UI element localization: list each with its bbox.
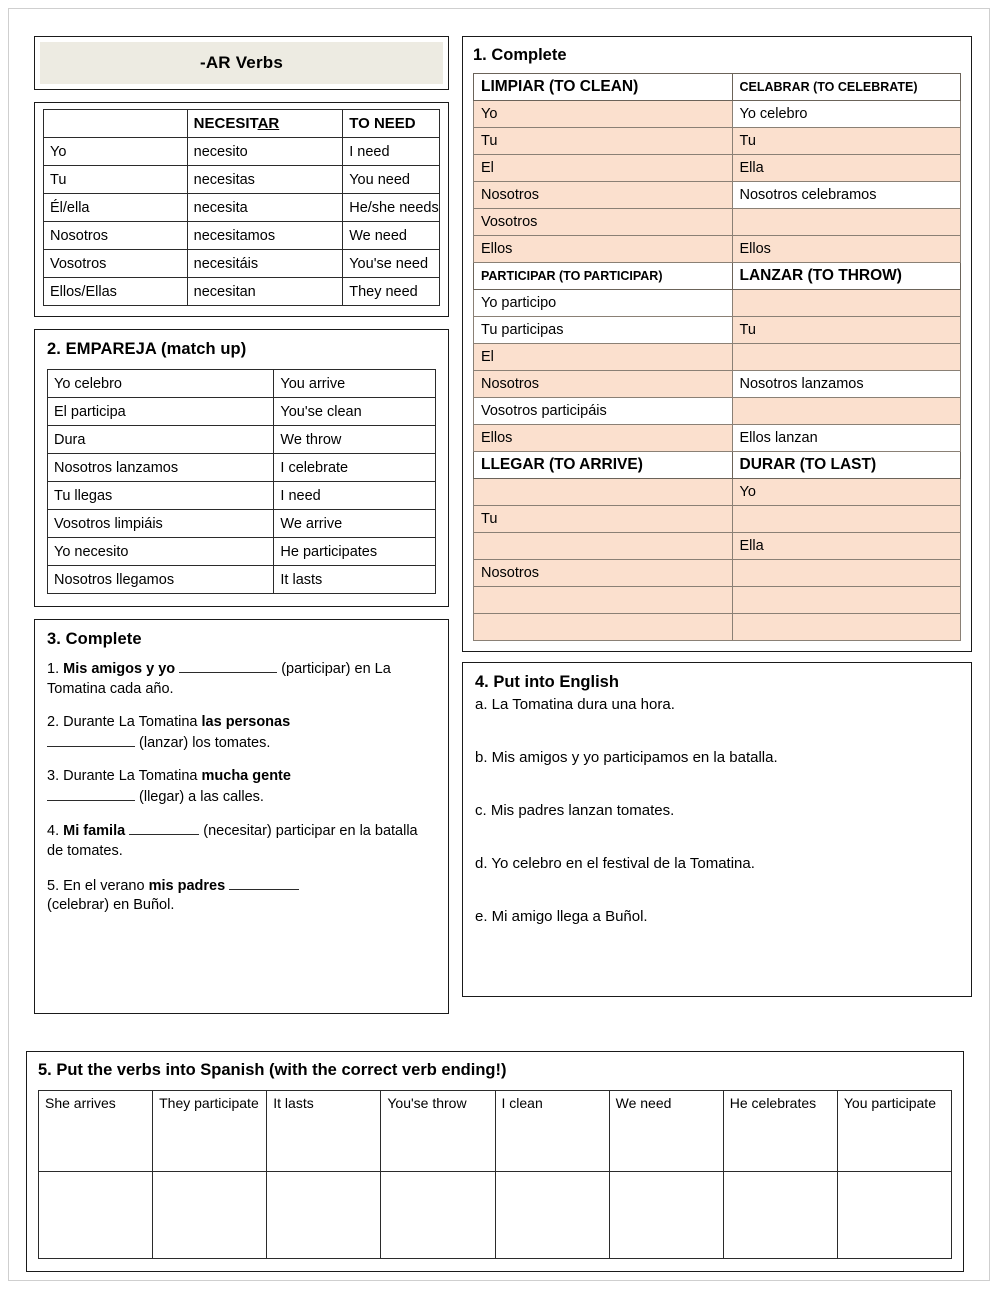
- translate-item: d. Yo celebro en el festival de la Tomatina.: [475, 855, 755, 872]
- match-english-cell[interactable]: I need: [274, 482, 436, 510]
- answer-cell[interactable]: [381, 1172, 495, 1259]
- conjugation-cell[interactable]: Tu: [732, 128, 961, 155]
- left-column: [34, 36, 449, 1014]
- pronoun-cell: Nosotros: [44, 222, 188, 250]
- answer-cell[interactable]: [495, 1172, 609, 1259]
- conjugation-cell[interactable]: Nosotros: [474, 560, 733, 587]
- prompt-cell: They participate: [153, 1091, 267, 1172]
- conjugation-cell: necesitan: [187, 278, 343, 306]
- table-row: [474, 533, 961, 560]
- conjugation-cell[interactable]: [732, 587, 961, 614]
- match-spanish-cell[interactable]: Yo celebro: [48, 370, 274, 398]
- translation-cell: You'se need: [343, 250, 440, 278]
- verb-header-llegar: LLEGAR (TO ARRIVE): [474, 452, 733, 479]
- section-2-panel: [34, 329, 449, 607]
- verb-header-limpiar: LIMPIAR (TO CLEAN): [474, 74, 733, 101]
- answer-blank[interactable]: [129, 821, 199, 835]
- table-row: [44, 138, 440, 166]
- match-spanish-cell[interactable]: Dura: [48, 426, 274, 454]
- table-row: [474, 236, 961, 263]
- conjugation-cell[interactable]: Nosotros: [474, 182, 733, 209]
- section-1-panel: [462, 36, 972, 652]
- conjugation-cell[interactable]: Yo participo: [474, 290, 733, 317]
- item-number: 3.: [47, 768, 60, 785]
- verb-header-celabrar: CELABRAR (TO CELEBRATE): [732, 74, 961, 101]
- match-spanish-cell[interactable]: Vosotros limpiáis: [48, 510, 274, 538]
- table-header-row: [44, 110, 440, 138]
- infinitive-stem: NECESIT: [193, 115, 258, 132]
- translation-cell: He/she needs: [343, 194, 440, 222]
- table-row: [44, 222, 440, 250]
- answer-cell[interactable]: [837, 1172, 951, 1259]
- pronoun-cell: Yo: [44, 138, 188, 166]
- match-english-cell[interactable]: You arrive: [274, 370, 436, 398]
- conjugation-cell[interactable]: [732, 398, 961, 425]
- translate-item: c. Mis padres lanzan tomates.: [475, 802, 675, 819]
- conjugation-cell[interactable]: [474, 587, 733, 614]
- table-row: [48, 398, 436, 426]
- conjugation-cell[interactable]: Ellos: [732, 236, 961, 263]
- prompt-cell: He celebrates: [723, 1091, 837, 1172]
- answer-blank[interactable]: [47, 787, 135, 801]
- table-row: [48, 370, 436, 398]
- pronoun-cell: Tu: [44, 166, 188, 194]
- table-row: [474, 425, 961, 452]
- match-english-cell[interactable]: I celebrate: [274, 454, 436, 482]
- answer-cell[interactable]: [267, 1172, 381, 1259]
- answer-cell[interactable]: [39, 1172, 153, 1259]
- pronoun-cell: Vosotros: [44, 250, 188, 278]
- answer-cell[interactable]: [153, 1172, 267, 1259]
- answer-blank[interactable]: [179, 659, 277, 673]
- table-row: [474, 128, 961, 155]
- conjugation-cell[interactable]: Tu: [474, 128, 733, 155]
- table-row: [474, 371, 961, 398]
- prompt-cell: It lasts: [267, 1091, 381, 1172]
- col-header-pronoun: [44, 110, 188, 138]
- conjugation-cell[interactable]: Ella: [732, 533, 961, 560]
- conjugation-cell[interactable]: [732, 344, 961, 371]
- match-spanish-cell[interactable]: Tu llegas: [48, 482, 274, 510]
- conjugation-cell[interactable]: Tu: [474, 506, 733, 533]
- section-5-heading: 5. Put the verbs into Spanish (with the correct verb ending!): [38, 1061, 507, 1079]
- verb-block-header-row: [474, 74, 961, 101]
- item-number: 2.: [47, 714, 60, 731]
- item-tail: (celebrar) en Buñol.: [47, 897, 175, 914]
- conjugation-cell: necesitamos: [187, 222, 343, 250]
- conjugation-cell[interactable]: El: [474, 155, 733, 182]
- item-subject: mis padres: [148, 877, 226, 894]
- necesitar-panel: [34, 102, 449, 317]
- table-row: [474, 398, 961, 425]
- translation-cell: You need: [343, 166, 440, 194]
- fill-blank-item: [47, 876, 436, 916]
- page-title: -AR Verbs: [199, 53, 284, 72]
- conjugation-cell[interactable]: Yo: [732, 479, 961, 506]
- answer-cell[interactable]: [723, 1172, 837, 1259]
- table-row: [48, 426, 436, 454]
- conjugation-cell[interactable]: Ellos lanzan: [732, 425, 961, 452]
- table-row: [474, 317, 961, 344]
- table-row: [48, 538, 436, 566]
- match-up-table: [47, 369, 436, 594]
- right-column: [462, 36, 972, 997]
- table-row: [39, 1172, 952, 1259]
- fill-blank-item: [47, 821, 436, 861]
- pronoun-cell: Él/ella: [44, 194, 188, 222]
- item-number: 5.: [47, 877, 60, 894]
- conjugation-cell: necesito: [187, 138, 343, 166]
- col-header-infinitive: [187, 110, 343, 138]
- conjugation-cell[interactable]: Nosotros: [474, 371, 733, 398]
- prompt-cell: I clean: [495, 1091, 609, 1172]
- infinitive-ending: AR: [257, 115, 280, 132]
- conjugation-cell[interactable]: [732, 290, 961, 317]
- worksheet-title-banner: [40, 42, 443, 84]
- conjugation-cell[interactable]: [732, 614, 961, 641]
- section-1-heading: 1. Complete: [473, 46, 567, 64]
- conjugation-cell: necesitáis: [187, 250, 343, 278]
- item-lead: Durante La Tomatina: [63, 714, 198, 731]
- table-row: [474, 614, 961, 641]
- conjugation-cell[interactable]: Tu participas: [474, 317, 733, 344]
- table-row: [474, 209, 961, 236]
- conjugation-cell[interactable]: Vosotros: [474, 209, 733, 236]
- prompt-cell: You participate: [837, 1091, 951, 1172]
- conjugation-cell: necesita: [187, 194, 343, 222]
- item-tail: (llegar) a las calles.: [139, 788, 264, 805]
- translate-item: b. Mis amigos y yo participamos en la batalla.: [475, 749, 778, 766]
- section-2-heading: 2. EMPAREJA (match up): [47, 340, 247, 358]
- table-row: [48, 510, 436, 538]
- match-spanish-cell[interactable]: El participa: [48, 398, 274, 426]
- table-row: [44, 194, 440, 222]
- conjugation-cell[interactable]: Tu: [732, 317, 961, 344]
- answer-cell[interactable]: [609, 1172, 723, 1259]
- match-english-cell[interactable]: You'se clean: [274, 398, 436, 426]
- match-english-cell[interactable]: He participates: [274, 538, 436, 566]
- worksheet-page: [8, 8, 990, 1281]
- spanish-verbs-table: [38, 1090, 952, 1259]
- answer-blank[interactable]: [47, 733, 135, 747]
- conjugation-cell[interactable]: Vosotros participáis: [474, 398, 733, 425]
- verb-block-header-row: [474, 263, 961, 290]
- match-english-cell[interactable]: It lasts: [274, 566, 436, 594]
- table-row: [474, 290, 961, 317]
- prompt-cell: You'se throw: [381, 1091, 495, 1172]
- table-row: [474, 155, 961, 182]
- item-tail: (lanzar) los tomates.: [139, 734, 271, 751]
- fill-blank-item: [47, 767, 436, 807]
- table-row: [474, 506, 961, 533]
- translation-cell: We need: [343, 222, 440, 250]
- item-number: 4.: [47, 823, 60, 840]
- conjugation-cell[interactable]: El: [474, 344, 733, 371]
- section-3-heading: 3. Complete: [47, 630, 142, 648]
- item-lead: Durante La Tomatina: [63, 768, 198, 785]
- conjugation-cell[interactable]: [474, 533, 733, 560]
- item-tail: (necesitar) participar en la batalla de tomates.: [47, 823, 418, 859]
- item-subject: Mi famila: [63, 823, 126, 840]
- conjugation-cell[interactable]: Yo celebro: [732, 101, 961, 128]
- col-header-translation: TO NEED: [343, 110, 440, 138]
- table-row: [474, 587, 961, 614]
- table-row: [474, 182, 961, 209]
- table-row: [44, 250, 440, 278]
- conjugation-cell[interactable]: Yo: [474, 101, 733, 128]
- fill-blank-item: [47, 713, 436, 753]
- table-row: [474, 344, 961, 371]
- section-4-heading: 4. Put into English: [475, 673, 619, 691]
- table-header-row: [39, 1091, 952, 1172]
- conjugation-cell[interactable]: [474, 479, 733, 506]
- prompt-cell: We need: [609, 1091, 723, 1172]
- conjugation-cell[interactable]: Nosotros celebramos: [732, 182, 961, 209]
- item-subject: mucha gente: [201, 768, 291, 785]
- section-5-panel: [26, 1051, 964, 1272]
- worksheet-title-panel: [34, 36, 449, 90]
- conjugation-cell[interactable]: Ella: [732, 155, 961, 182]
- conjugation-cell[interactable]: [732, 506, 961, 533]
- item-subject: las personas: [201, 714, 291, 731]
- table-row: [48, 566, 436, 594]
- table-row: [474, 101, 961, 128]
- item-number: 1.: [47, 661, 60, 677]
- conjugation-cell[interactable]: Nosotros lanzamos: [732, 371, 961, 398]
- translation-cell: I need: [343, 138, 440, 166]
- verb-header-participar: PARTICIPAR (TO PARTICIPAR): [474, 263, 733, 290]
- verb-block-header-row: [474, 452, 961, 479]
- conjugation-fill-table: [473, 73, 961, 641]
- table-row: [48, 482, 436, 510]
- conjugation-cell[interactable]: Ellos: [474, 236, 733, 263]
- necesitar-table: [43, 109, 440, 306]
- match-spanish-cell[interactable]: Nosotros llegamos: [48, 566, 274, 594]
- conjugation-cell[interactable]: [732, 209, 961, 236]
- section-3-panel: [34, 619, 449, 1014]
- table-row: [44, 278, 440, 306]
- conjugation-cell: necesitas: [187, 166, 343, 194]
- translate-item: a. La Tomatina dura una hora.: [475, 696, 675, 713]
- verb-header-lanzar: LANZAR (TO THROW): [732, 263, 961, 290]
- table-row: [48, 454, 436, 482]
- fill-blank-item: [47, 659, 436, 699]
- conjugation-cell[interactable]: [474, 614, 733, 641]
- conjugation-cell[interactable]: [732, 560, 961, 587]
- translate-item: e. Mi amigo llega a Buñol.: [475, 908, 648, 925]
- table-row: [474, 479, 961, 506]
- item-subject: Mis amigos y yo: [63, 661, 176, 677]
- item-tail: (participar) en La Tomatina cada año.: [47, 661, 391, 697]
- match-spanish-cell[interactable]: Yo necesito: [48, 538, 274, 566]
- conjugation-cell[interactable]: Ellos: [474, 425, 733, 452]
- table-row: [474, 560, 961, 587]
- match-english-cell[interactable]: We arrive: [274, 510, 436, 538]
- prompt-cell: She arrives: [39, 1091, 153, 1172]
- table-row: [44, 166, 440, 194]
- item-lead: En el verano: [63, 877, 145, 894]
- translation-cell: They need: [343, 278, 440, 306]
- answer-blank[interactable]: [229, 876, 299, 890]
- match-english-cell[interactable]: We throw: [274, 426, 436, 454]
- section-4-panel: [462, 662, 972, 997]
- match-spanish-cell[interactable]: Nosotros lanzamos: [48, 454, 274, 482]
- verb-header-durar: DURAR (TO LAST): [732, 452, 961, 479]
- pronoun-cell: Ellos/Ellas: [44, 278, 188, 306]
